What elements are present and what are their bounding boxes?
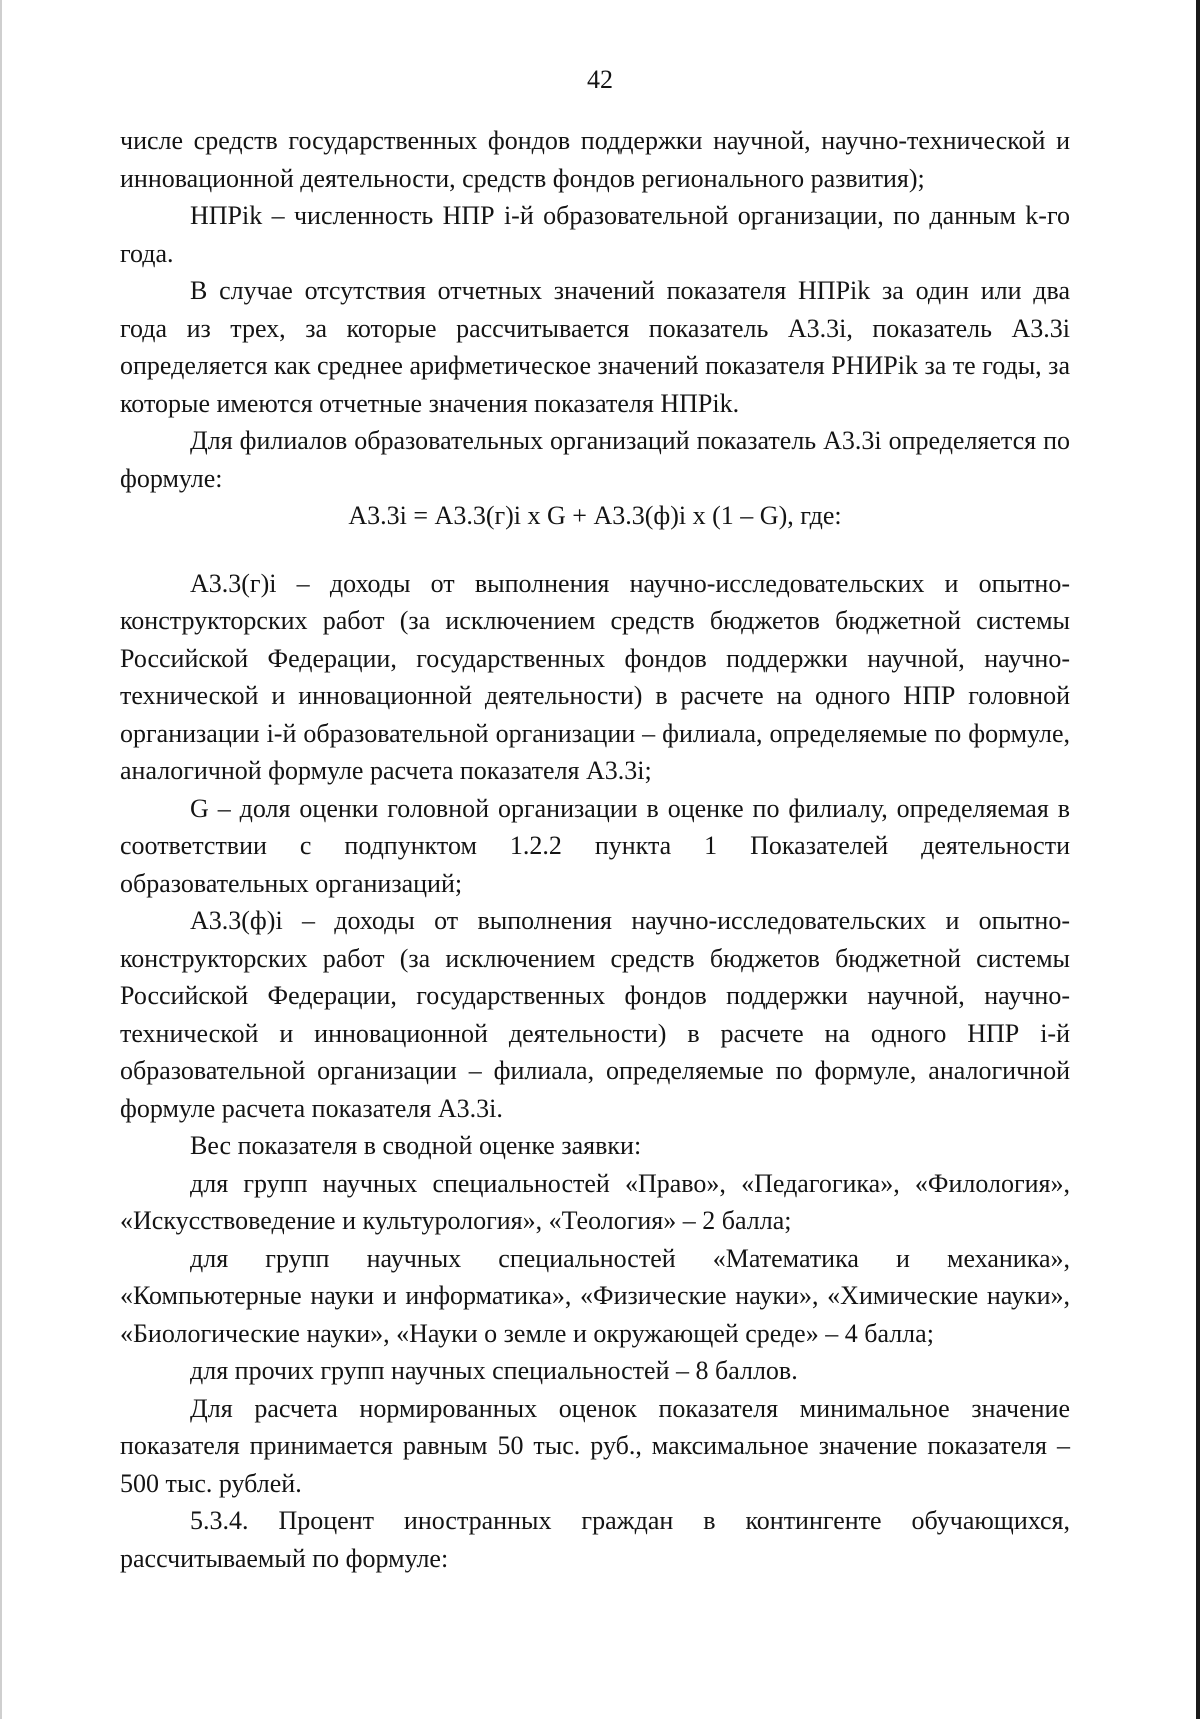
- paragraph-8: Вес показателя в сводной оценке заявки:: [190, 1131, 642, 1160]
- formula: А3.3i = А3.3(г)i x G + А3.3(ф)i x (1 – G), где:: [348, 501, 842, 530]
- paragraph-7: А3.3(ф)i – доходы от выполнения научно-исследовательских и опытно-конструкторских работ (за исключением средств бюджетов бюджетной системы Российской Федерации, государственных фондов поддержки научной, научно-технической и инновационной деятельности) в расчете на одного НПР i-й образовательной организации – филиала, определяемые по формуле, аналогичной формуле расчета показателя А3.3i.: [120, 906, 1070, 1123]
- paragraph-5: А3.3(г)i – доходы от выполнения научно-исследовательских и опытно-конструкторских работ (за исключением средств бюджетов бюджетной системы Российской Федерации, государственных фондов поддержки научной, научно-технической и инновационной деятельности) в расчете на одного НПР головной организации i-й образовательной организации – филиала, определяемые по формуле, аналогичной формуле расчета показателя А3.3i;: [120, 568, 1070, 785]
- page-number: 42: [587, 65, 613, 94]
- paragraph-1: числе средств государственных фондов поддержки научной, научно-технической и инновационной деятельности, средств фондов регионального развития);: [120, 126, 1070, 193]
- scan-edge-left: [0, 0, 2, 1719]
- paragraph-4: Для филиалов образовательных организаций показатель А3.3i определяется по формуле:: [120, 426, 1070, 493]
- document-body: [120, 122, 1070, 1577]
- paragraph-2: НПРik – численность НПР i-й образовательной организации, по данным k-го года.: [120, 201, 1070, 268]
- paragraph-6: G – доля оценки головной организации в оценке по филиалу, определяемая в соответствии с подпунктом 1.2.2 пункта 1 Показателей деятельности образовательных организаций;: [120, 793, 1070, 898]
- scan-edge-right: [1196, 0, 1200, 1719]
- paragraph-9: для групп научных специальностей «Право», «Педагогика», «Филология», «Искусствоведение и культурология», «Теология» – 2 балла;: [120, 1168, 1070, 1235]
- paragraph-13: 5.3.4. Процент иностранных граждан в контингенте обучающихся, рассчитываемый по формуле:: [120, 1506, 1070, 1573]
- paragraph-11: для прочих групп научных специальностей – 8 баллов.: [190, 1356, 798, 1385]
- paragraph-12: Для расчета нормированных оценок показателя минимальное значение показателя принимается равным 50 тыс. руб., максимальное значение показателя – 500 тыс. рублей.: [120, 1393, 1070, 1498]
- paragraph-3: В случае отсутствия отчетных значений показателя НПРik за один или два года из трех, за которые рассчитывается показатель А3.3i, показатель А3.3i определяется как среднее арифметическое значений показателя РНИРik за те годы, за которые имеются отчетные значения показателя НПРik.: [120, 276, 1070, 418]
- paragraph-10: для групп научных специальностей «Математика и механика», «Компьютерные науки и информатика», «Физические науки», «Химические науки», «Биологические науки», «Науки о земле и окружающей среде» – 4 балла;: [120, 1243, 1070, 1348]
